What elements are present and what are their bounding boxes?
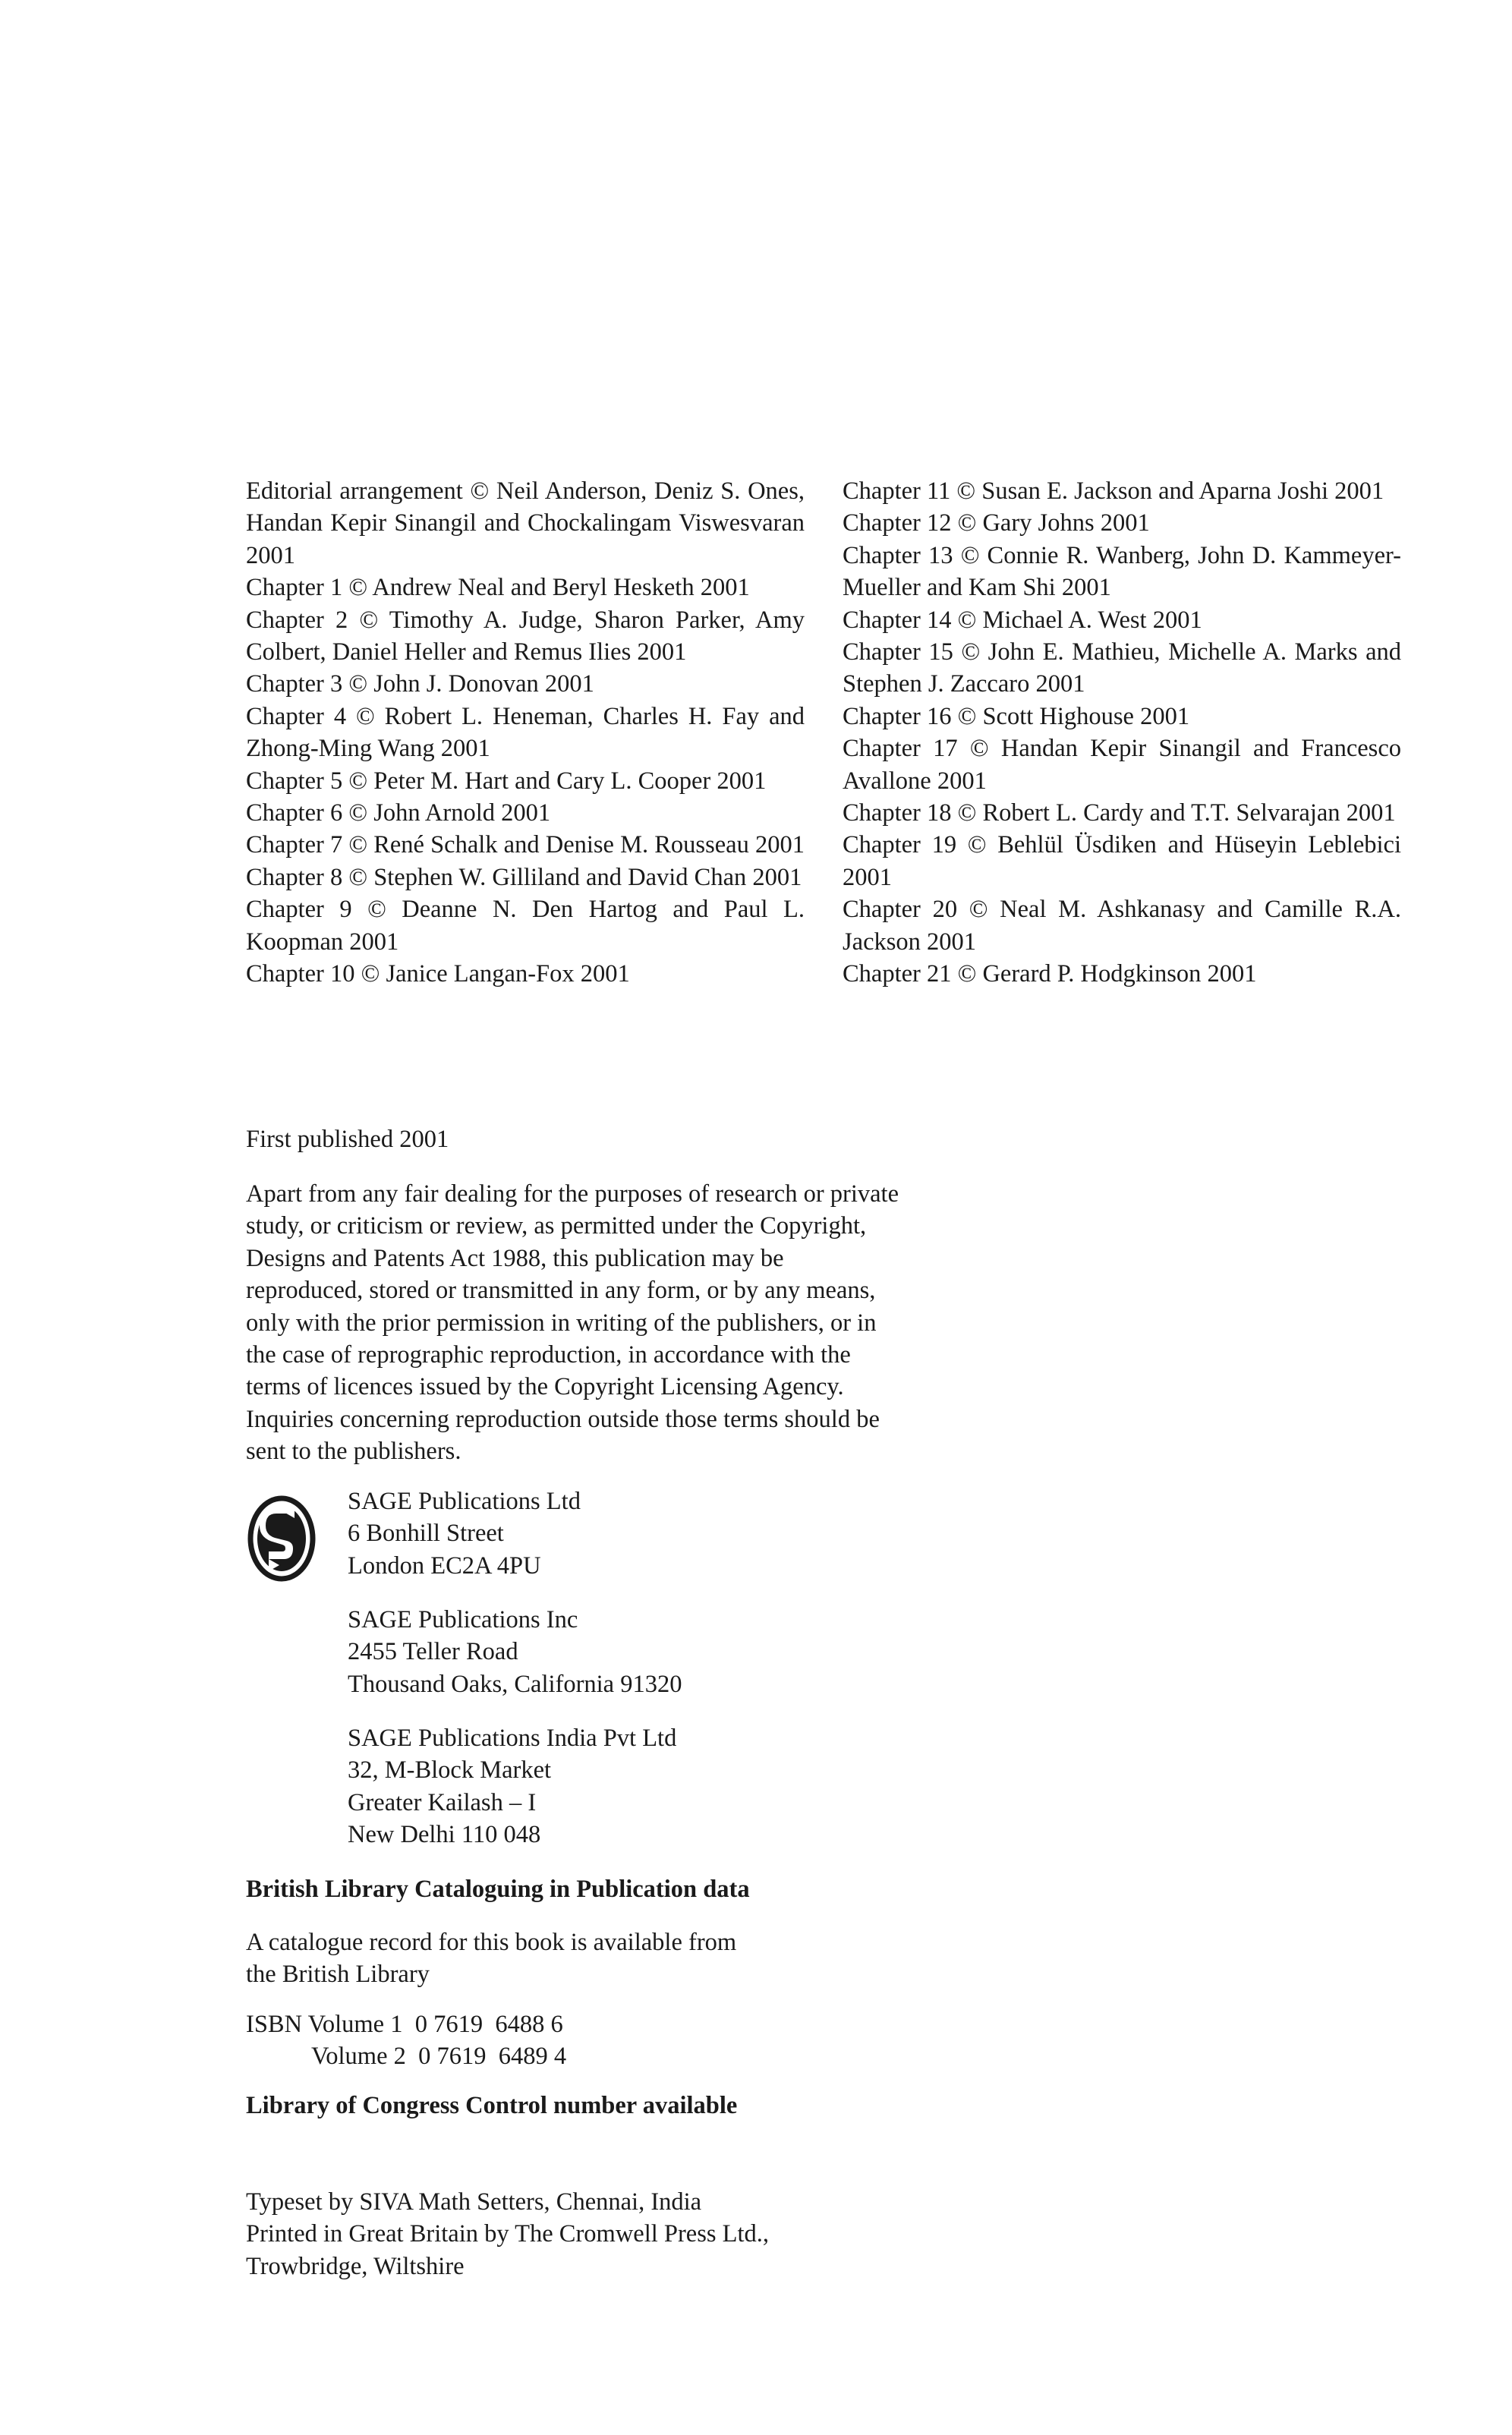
copyright-column-right	[843, 475, 1401, 991]
address-uk	[348, 1485, 955, 1582]
copyright-entry: Chapter 12 © Gary Johns 2001	[843, 509, 1150, 537]
typeset-printed-info	[246, 2186, 929, 2282]
copyright-entry: Chapter 18 © Robert L. Cardy and T.T. Selvarajan 2001	[843, 799, 1396, 827]
copyright-entry: Chapter 2 © Timothy A. Judge, Sharon Parker, Amy Colbert, Daniel Heller and Remus Ilies 2001	[246, 606, 805, 666]
copyright-column-left	[246, 475, 805, 991]
loc-heading	[246, 2090, 737, 2122]
address-line: SAGE Publications India Pvt Ltd	[348, 1725, 677, 1752]
address-line: 2455 Teller Road	[348, 1638, 518, 1666]
notice-line: Apart from any fair dealing for the purposes of research or private	[246, 1180, 899, 1208]
notice-line: sent to the publishers.	[246, 1438, 461, 1466]
copyright-entry: Chapter 15 © John E. Mathieu, Michelle A. Marks and Stephen J. Zaccaro 2001	[843, 638, 1401, 698]
notice-line: only with the prior permission in writing of the publishers, or in	[246, 1309, 877, 1337]
copyright-entry: Chapter 4 © Robert L. Heneman, Charles H. Fay and Zhong-Ming Wang 2001	[246, 702, 805, 763]
address-line: SAGE Publications Inc	[348, 1606, 578, 1633]
loc-heading-text: Library of Congress Control number available	[246, 2092, 738, 2119]
copyright-entry: Chapter 11 © Susan E. Jackson and Aparna Joshi 2001	[843, 477, 1384, 505]
typeset-line: Typeset by SIVA Math Setters, Chennai, India	[246, 2188, 702, 2216]
notice-line: reproduced, stored or transmitted in any form, or by any means,	[246, 1277, 876, 1305]
address-us	[348, 1604, 955, 1700]
typeset-line: Printed in Great Britain by The Cromwell Press Ltd.,	[246, 2220, 770, 2248]
copyright-entry: Chapter 17 © Handan Kepir Sinangil and Francesco Avallone 2001	[843, 735, 1401, 795]
notice-line: Designs and Patents Act 1988, this publication may be	[246, 1244, 784, 1272]
address-line: Thousand Oaks, California 91320	[348, 1670, 682, 1698]
address-line: 6 Bonhill Street	[348, 1520, 504, 1548]
bl-record-line: the British Library	[246, 1961, 430, 1989]
notice-line: the case of reprographic reproduction, in accordance with the	[246, 1341, 851, 1369]
bl-record-text	[246, 1926, 853, 1991]
notice-line: terms of licences issued by the Copyright Licensing Agency.	[246, 1373, 844, 1401]
address-line: 32, M-Block Market	[348, 1756, 552, 1785]
copyright-entry: Chapter 14 © Michael A. West 2001	[843, 606, 1202, 634]
copyright-entry: Chapter 21 © Gerard P. Hodgkinson 2001	[843, 960, 1257, 988]
copyright-entry: Chapter 8 © Stephen W. Gilliland and David Chan 2001	[246, 863, 802, 891]
copyright-entry: Chapter 13 © Connie R. Wanberg, John D. Kammeyer-Mueller and Kam Shi 2001	[843, 541, 1401, 602]
copyright-entry: Chapter 5 © Peter M. Hart and Cary L. Cooper 2001	[246, 767, 767, 795]
copyright-entry: Chapter 7 © René Schalk and Denise M. Rousseau 2001	[246, 831, 805, 859]
copyright-entry: Chapter 3 © John J. Donovan 2001	[246, 670, 594, 698]
copyright-notice	[246, 1178, 929, 1468]
isbn-volume-1: ISBN Volume 1 0 7619 6488 6	[246, 2011, 563, 2038]
copyright-entry: Editorial arrangement © Neil Anderson, Deniz S. Ones, Handan Kepir Sinangil and Chockalingam Viswesvaran 2001	[246, 477, 805, 569]
isbn-block	[246, 2008, 566, 2073]
bl-heading-text: British Library Cataloguing in Publication data	[246, 1876, 750, 1903]
copyright-entry: Chapter 20 © Neal M. Ashkanasy and Camille R.A. Jackson 2001	[843, 896, 1401, 956]
copyright-entry: Chapter 1 © Andrew Neal and Beryl Hesketh 2001	[246, 574, 750, 602]
bl-record-line: A catalogue record for this book is available from	[246, 1929, 737, 1956]
notice-line: Inquiries concerning reproduction outside those terms should be	[246, 1405, 880, 1433]
address-line: London EC2A 4PU	[348, 1551, 541, 1580]
address-line: Greater Kailash – I	[348, 1788, 537, 1816]
copyright-entry: Chapter 19 © Behlül Üsdiken and Hüseyin Leblebici 2001	[843, 831, 1401, 891]
copyright-entry: Chapter 10 © Janice Langan-Fox 2001	[246, 960, 630, 988]
sage-s-logo-icon	[247, 1495, 316, 1582]
address-india	[348, 1722, 955, 1851]
copyright-entry: Chapter 9 © Deanne N. Den Hartog and Paul L. Koopman 2001	[246, 896, 805, 956]
bl-cataloguing-heading	[246, 1873, 750, 1905]
address-line: New Delhi 110 048	[348, 1821, 541, 1849]
isbn-volume-2: Volume 2 0 7619 6489 4	[311, 2043, 567, 2071]
typeset-line: Trowbridge, Wiltshire	[246, 2252, 465, 2280]
copyright-entry: Chapter 16 © Scott Highouse 2001	[843, 702, 1190, 730]
notice-line: study, or criticism or review, as permitted under the Copyright,	[246, 1212, 867, 1240]
address-line: SAGE Publications Ltd	[348, 1488, 581, 1515]
copyright-entry: Chapter 6 © John Arnold 2001	[246, 799, 551, 827]
first-published	[246, 1123, 449, 1155]
first-published-text: First published 2001	[246, 1126, 449, 1153]
